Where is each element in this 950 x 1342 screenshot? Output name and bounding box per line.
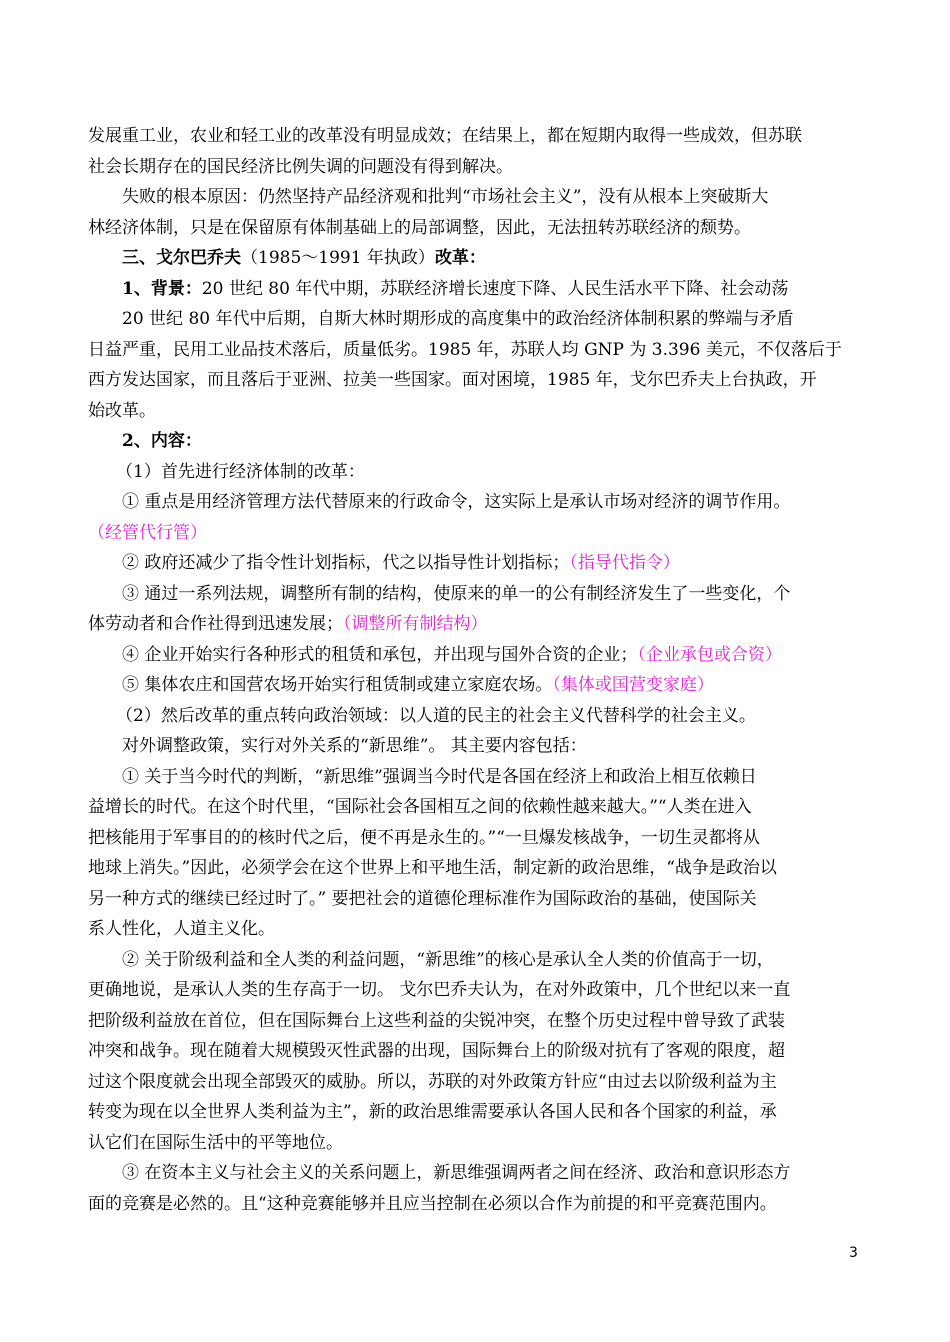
body-text: ① 关于当今时代的判断，“新思维”强调当今时代是各国在经济上和政治上相互依赖日 xyxy=(122,766,757,787)
text-line xyxy=(88,152,866,183)
body-text: 面的竞赛是必然的。且“这种竞赛能够并且应当控制在必须以合作为前提的和平竞赛范围内。 xyxy=(88,1193,777,1214)
text-line xyxy=(88,457,866,488)
text-line xyxy=(88,701,866,732)
text-line xyxy=(88,1097,866,1128)
body-text: 地球上消失。”因此，必须学会在这个世界上和平地生活，制定新的政治思维，“战争是政治以 xyxy=(88,858,777,878)
body-text: 20 世纪 80 年代中期，苏联经济增长速度下降、人民生活水平下降、社会动荡 xyxy=(201,278,789,299)
heading-text: 三、戈尔巴乔夫 xyxy=(122,248,241,268)
body-text: 冲突和战争。现在随着大规模毁灭性武器的出现，国际舞台上的阶级对抗有了客观的限度，超 xyxy=(88,1041,785,1061)
text-line xyxy=(88,274,866,305)
text-line xyxy=(88,487,866,518)
body-text: ④ 企业开始实行各种形式的租赁和承包，并出现与国外合资的企业； xyxy=(122,644,638,665)
body-text: （2）然后改革的重点转向政治领域：以人道的民主的社会主义代替科学的社会主义。 xyxy=(116,705,756,726)
heading-text: 2、内容： xyxy=(122,431,202,451)
text-line xyxy=(88,579,866,610)
heading-text: 改革： xyxy=(434,248,486,268)
text-line xyxy=(88,731,866,762)
text-line xyxy=(88,1128,866,1159)
body-text: ⑤ 集体农庄和国营农场开始实行租赁制或建立家庭农场。 xyxy=(122,675,553,695)
body-text: 体劳动者和合作社得到迅速发展； xyxy=(88,614,343,634)
text-line xyxy=(88,304,866,335)
body-text: 失败的根本原因：仍然坚持产品经济观和批判“市场社会主义”，没有从根本上突破斯大 xyxy=(122,187,769,207)
body-text: 林经济体制，只是在保留原有体制基础上的局部调整，因此，无法扭转苏联经济的颓势。 xyxy=(88,217,751,238)
body-text: 益增长的时代。在这个时代里，“国际社会各国相互之间的依赖性越来越大。”“人类在进入 xyxy=(88,797,752,817)
body-text: 系人性化，人道主义化。 xyxy=(88,919,275,939)
highlight-note: （企业承包或合资） xyxy=(637,644,782,665)
text-line xyxy=(88,365,866,396)
highlight-note: （集体或国营变家庭） xyxy=(552,675,714,695)
heading-text: 1、背景： xyxy=(122,278,202,299)
text-line xyxy=(88,335,866,366)
body-text: 把阶级利益放在首位，但在国际舞台上这些利益的尖锐冲突，在整个历史过程中曾导致了武装 xyxy=(88,1010,785,1031)
body-text: 把核能用于军事目的的核时代之后，便不再是永生的。”“一旦爆发核战争，一切生灵都将从 xyxy=(88,827,760,848)
body-text: 日益严重，民用工业品技术落后，质量低劣。1985 年，苏联人均 GNP 为 3.396 美元，不仅落后于 xyxy=(88,339,842,360)
text-line xyxy=(88,640,866,671)
body-text: （1985～1991 年执政） xyxy=(241,248,435,268)
text-line xyxy=(88,1006,866,1037)
text-line xyxy=(88,762,866,793)
text-line xyxy=(88,1067,866,1098)
text-line xyxy=(88,548,866,579)
page-number: 3 xyxy=(849,1245,858,1261)
text-line xyxy=(88,213,866,244)
text-line xyxy=(88,518,866,549)
body-text: （1）首先进行经济体制的改革： xyxy=(116,461,365,482)
document-body xyxy=(88,121,866,1219)
text-line xyxy=(88,426,866,457)
body-text: ③ 通过一系列法规，调整所有制的结构，使原来的单一的公有制经济发生了一些变化，个 xyxy=(122,583,791,604)
text-line xyxy=(88,609,866,640)
text-line xyxy=(88,670,866,701)
body-text: 20 世纪 80 年代中后期，自斯大林时期形成的高度集中的政治经济体制积累的弊端与矛盾 xyxy=(122,309,794,329)
text-line xyxy=(88,853,866,884)
body-text: 发展重工业，农业和轻工业的改革没有明显成效；在结果上，都在短期内取得一些成效，但苏联 xyxy=(88,126,802,146)
text-line xyxy=(88,121,866,152)
highlight-note: （调整所有制结构） xyxy=(343,614,488,634)
body-text: 更确地说，是承认人类的生存高于一切。 戈尔巴乔夫认为，在对外政策中，几个世纪以来一直 xyxy=(88,980,791,1000)
text-line xyxy=(88,243,866,274)
text-line xyxy=(88,823,866,854)
body-text: 认它们在国际生活中的平等地位。 xyxy=(88,1132,343,1153)
body-text: ③ 在资本主义与社会主义的关系问题上，新思维强调两者之间在经济、政治和意识形态方 xyxy=(122,1163,791,1183)
text-line xyxy=(88,1189,866,1220)
text-line xyxy=(88,914,866,945)
text-line xyxy=(88,975,866,1006)
body-text: 过这个限度就会出现全部毁灭的威胁。所以，苏联的对外政策方针应“由过去以阶级利益为主 xyxy=(88,1071,777,1092)
body-text: ② 关于阶级利益和全人类的利益问题，“新思维”的核心是承认全人类的价值高于一切， xyxy=(122,949,774,970)
body-text: 转变为现在以全世界人类利益为主”，新的政治思维需要承认各国人民和各个国家的利益，承 xyxy=(88,1102,777,1122)
text-line xyxy=(88,792,866,823)
text-line xyxy=(88,182,866,213)
highlight-note: （指导代指令） xyxy=(569,553,680,573)
body-text: ② 政府还减少了指令性计划指标，代之以指导性计划指标； xyxy=(122,553,570,573)
text-line xyxy=(88,1036,866,1067)
body-text: 对外调整政策，实行对外关系的“新思维”。 其主要内容包括： xyxy=(122,736,587,756)
body-text: 另一种方式的继续已经过时了。” 要把社会的道德伦理标准作为国际政治的基础，使国际关 xyxy=(88,888,757,909)
body-text: 始改革。 xyxy=(88,400,156,421)
text-line xyxy=(88,884,866,915)
body-text: 西方发达国家，而且落后于亚洲、拉美一些国家。面对困境，1985 年，戈尔巴乔夫上台执政，开 xyxy=(88,370,817,390)
body-text: ① 重点是用经济管理方法代替原来的行政命令，这实际上是承认市场对经济的调节作用。 xyxy=(122,492,791,512)
body-text: 社会长期存在的国民经济比例失调的问题没有得到解决。 xyxy=(88,156,513,177)
text-line xyxy=(88,1158,866,1189)
text-line xyxy=(88,396,866,427)
highlight-note: （经管代行管） xyxy=(88,522,207,543)
text-line xyxy=(88,945,866,976)
